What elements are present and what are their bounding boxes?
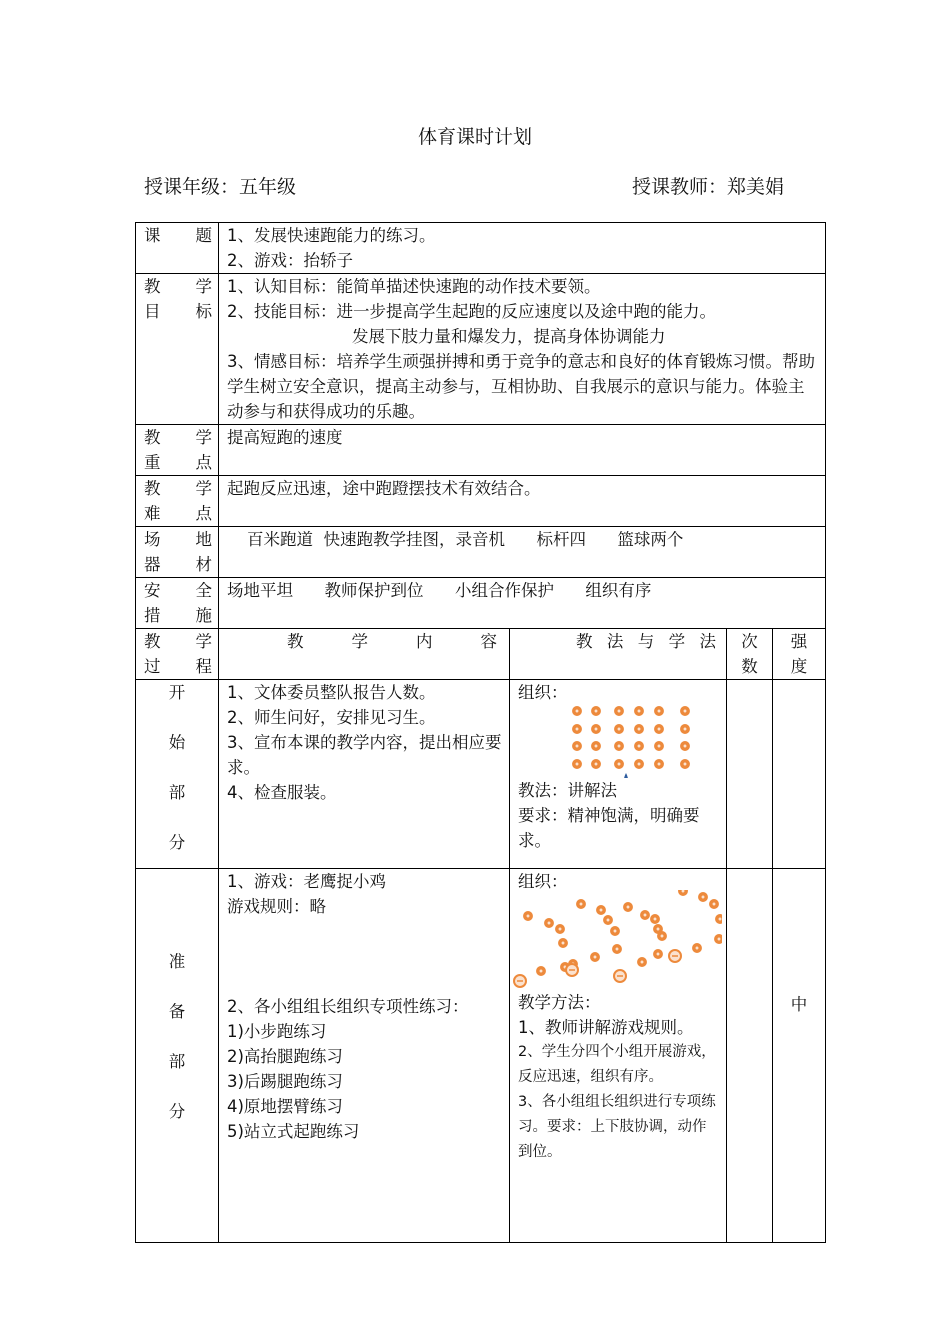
method-item: 2、学生分四个小组开展游戏，反应迅速，组织有序。 (518, 1044, 716, 1085)
student-dot-icon (682, 708, 688, 714)
student-dot-icon (574, 726, 580, 732)
objectives-label: 教 学 目 标 (136, 274, 219, 425)
difficulty-row (136, 476, 826, 527)
student-dot-icon (593, 761, 599, 767)
key-point-label: 教 学 重 点 (136, 425, 219, 476)
student-dot-icon (578, 901, 584, 907)
student-dot-icon (574, 761, 580, 767)
grade-label: 授课年级：五年级 (144, 176, 297, 198)
student-dot-icon (652, 916, 658, 922)
topic-line: 1、发展快速跑能力的练习。 (227, 226, 436, 245)
student-dot-icon (616, 726, 622, 732)
start-count (727, 680, 773, 869)
content-line: 1、文体委员整队报告人数。 (227, 683, 436, 702)
objective-skill-cont: 发展下肢力量和爆发力，提高身体协调能力 (352, 327, 666, 346)
student-dot-icon (656, 743, 662, 749)
equipment-row (136, 527, 826, 578)
drill-item: 4)原地摆臂练习 (227, 1097, 343, 1116)
student-dot-icon (525, 913, 531, 919)
student-dot-icon (560, 940, 566, 946)
difficulty-text: 起跑反应迅速，途中跑蹬摆技术有效结合。 (219, 476, 826, 527)
difficulty-label: 教 学 难 点 (136, 476, 219, 527)
objective-affective: 3、情感目标：培养学生顽强拼搏和勇于竞争的意志和良好的体育锻炼习惯。帮助学生树立安全意识，提高主动参与，互相协助、自我展示的意识与能力。体验主动参与和获得成功的乐趣。 (227, 352, 815, 421)
key-point-row (136, 425, 826, 476)
student-dot-icon (593, 708, 599, 714)
student-dot-icon (656, 761, 662, 767)
student-dot-icon (625, 904, 631, 910)
objectives-content (219, 274, 826, 425)
content-line: 3、宣布本课的教学内容，提出相应要求。 (227, 733, 502, 777)
student-dot-icon (659, 933, 665, 939)
student-dot-icon (593, 726, 599, 732)
method-header: 教 法 与 学 法 (510, 629, 727, 680)
methods-title: 教学方法： (518, 993, 601, 1012)
content-line: 2、师生问好，安排见习生。 (227, 708, 436, 727)
game-formation-diagram (510, 890, 722, 990)
prep-section-row (136, 869, 826, 1243)
student-dot-icon (694, 945, 700, 951)
student-dot-icon (616, 761, 622, 767)
teacher-label: 授课教师：郑美娟 (632, 176, 785, 198)
intensity-header: 强 度 (773, 629, 826, 680)
student-dot-icon (700, 894, 706, 900)
student-dot-icon (682, 743, 688, 749)
student-dot-icon (642, 912, 648, 918)
column-header-row (136, 629, 826, 680)
prep-section-content (219, 869, 510, 1243)
prep-section-label: 准 备 部 分 (136, 869, 219, 1243)
student-dot-icon (639, 959, 645, 965)
student-dot-icon (655, 951, 661, 957)
key-point-text: 提高短跑的速度 (219, 425, 826, 476)
equipment-label: 场 地 器 材 (136, 527, 219, 578)
lesson-plan-table (135, 222, 826, 1243)
student-dot-icon (574, 743, 580, 749)
game-rule: 游戏规则：略 (227, 897, 326, 916)
student-dot-icon (557, 926, 563, 932)
safety-text: 场地平坦 教师保护到位 小组合作保护 组织有序 (219, 578, 826, 629)
student-dot-icon (655, 926, 661, 932)
student-dot-icon (711, 901, 717, 907)
start-section-label: 开 始 部 分 (136, 680, 219, 869)
student-dot-icon (636, 726, 642, 732)
prep-section-method (510, 869, 727, 1243)
equipment-text: 百米跑道 快速跑教学挂图，录音机 标杆四 篮球两个 (219, 527, 826, 578)
student-dot-icon (636, 761, 642, 767)
student-dot-icon (574, 708, 580, 714)
student-dot-icon (636, 708, 642, 714)
formation-diagram (518, 703, 718, 778)
student-dot-icon (614, 946, 620, 952)
safety-label: 安 全 措 施 (136, 578, 219, 629)
content-line: 4、检查服装。 (227, 783, 337, 802)
student-dot-icon (592, 954, 598, 960)
process-header: 教 学 过 程 (136, 629, 219, 680)
student-dot-icon (593, 743, 599, 749)
start-section-row (136, 680, 826, 869)
start-intensity (773, 680, 826, 869)
student-dot-icon (616, 743, 622, 749)
topic-label: 课 题 (136, 223, 219, 274)
topic-line: 2、游戏：抬轿子 (227, 251, 353, 270)
method-text: 教法：讲解法 (518, 781, 617, 800)
student-dot-icon (682, 726, 688, 732)
count-header: 次 数 (727, 629, 773, 680)
start-section-method (510, 680, 727, 869)
student-dot-icon (680, 890, 686, 894)
drill-title: 2、各小组组长组织专项性练习： (227, 997, 469, 1016)
org-label: 组织： (518, 683, 568, 702)
student-dot-icon (598, 907, 604, 913)
student-dot-icon (682, 761, 688, 767)
drill-item: 5)站立式起跑练习 (227, 1122, 360, 1141)
game-line: 1、游戏：老鹰捉小鸡 (227, 872, 386, 891)
prep-count (727, 869, 773, 1243)
objective-cognitive: 1、认知目标：能简单描述快速跑的动作技术要领。 (227, 277, 601, 296)
topic-content (219, 223, 826, 274)
content-header: 教 学 内 容 (219, 629, 510, 680)
requirement-text: 要求：精神饱满，明确要求。 (518, 806, 700, 850)
method-item: 1、教师讲解游戏规则。 (518, 1018, 694, 1037)
method-item: 3、各小组组长组织进行专项练习。要求：上下肢协调，动作到位。 (518, 1094, 716, 1160)
page-title: 体育课时计划 (417, 126, 532, 148)
safety-row (136, 578, 826, 629)
student-dot-icon (616, 708, 622, 714)
student-dot-icon (716, 936, 722, 942)
drill-item: 2)高抬腿跑练习 (227, 1047, 343, 1066)
prep-intensity: 中 (773, 869, 826, 1243)
student-dot-icon (538, 968, 544, 974)
org-label: 组织： (518, 872, 568, 891)
student-dot-icon (656, 708, 662, 714)
drill-item: 3)后踢腿跑练习 (227, 1072, 343, 1091)
student-dot-icon (656, 726, 662, 732)
student-dot-icon (717, 916, 722, 922)
student-dot-icon (605, 917, 611, 923)
student-dot-icon (636, 743, 642, 749)
student-dot-icon (612, 928, 618, 934)
student-dot-icon (546, 920, 552, 926)
start-section-content (219, 680, 510, 869)
topic-row (136, 223, 826, 274)
drill-item: 1)小步跑练习 (227, 1022, 327, 1041)
objectives-row (136, 274, 826, 425)
objective-skill: 2、技能目标：进一步提高学生起跑的反应速度以及途中跑的能力。 (227, 302, 716, 321)
